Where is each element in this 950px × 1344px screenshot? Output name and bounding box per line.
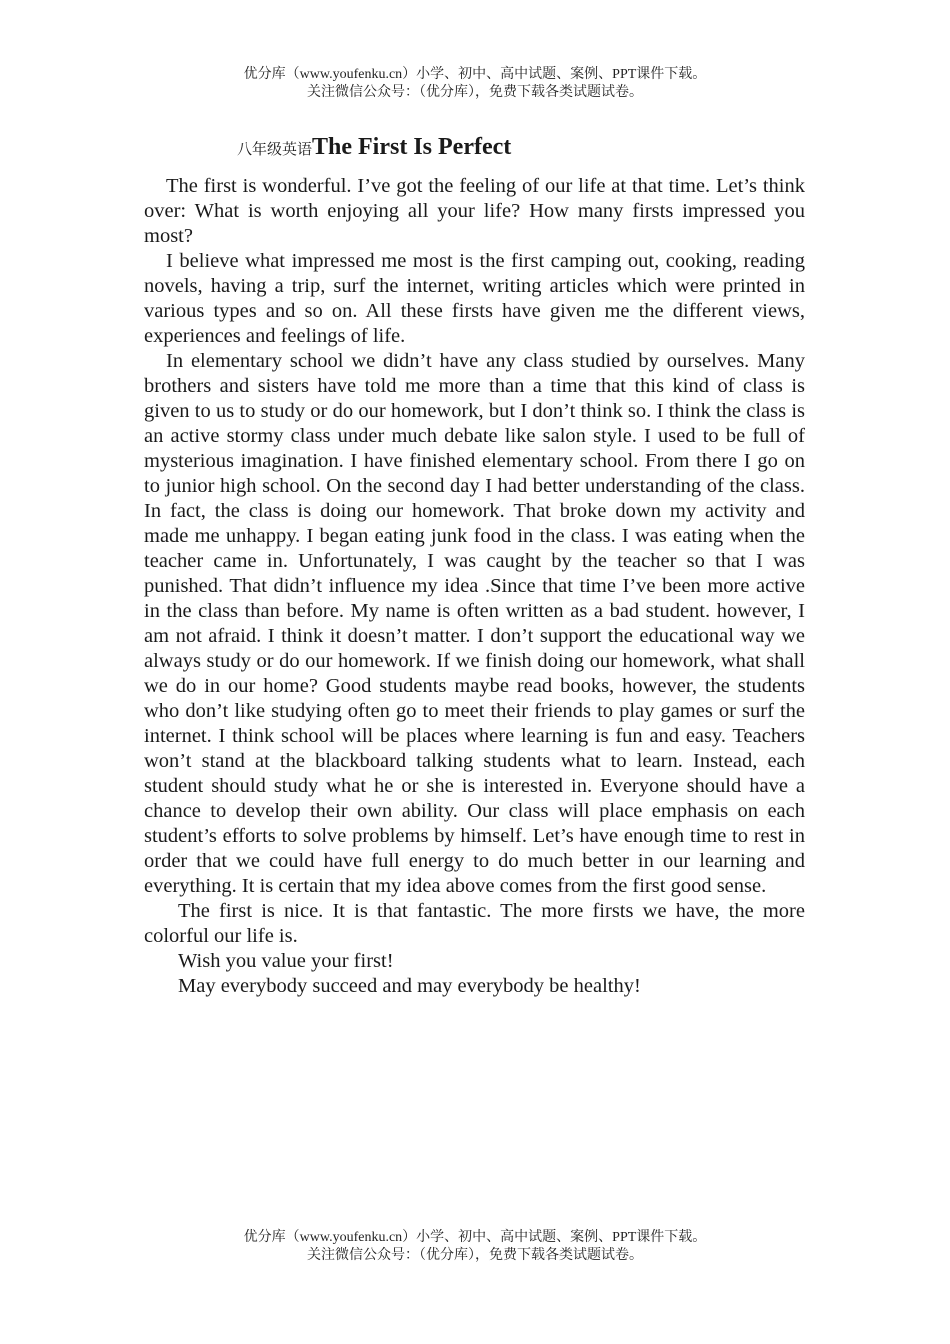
article-title	[237, 134, 511, 161]
header-line-2: 关注微信公众号：（优分库），免费下载各类试题试卷。	[307, 85, 643, 100]
paragraph-2: I believe what impressed me most is the first camping out, cooking, reading novels, having a trip, surf the internet, writing articles which were printed in various types and so on. All these firsts have given me the different views, experiences and feelings of life.	[144, 250, 805, 347]
paragraph-5: Wish you value your first!	[178, 950, 394, 972]
paragraph-6: May everybody succeed and may everybody be healthy!	[178, 975, 641, 997]
paragraph-4: The first is nice. It is that fantastic. The more firsts we have, the more colorful our life is.	[144, 900, 805, 947]
footer-line-2: 关注微信公众号：（优分库），免费下载各类试题试卷。	[307, 1248, 643, 1263]
article-body	[144, 174, 805, 999]
page-header	[0, 66, 950, 102]
footer-line-1: 优分库（www.youfenku.cn）小学、初中、高中试题、案例、PPT课件下载。	[243, 1230, 707, 1245]
paragraph-3: In elementary school we didn’t have any class studied by ourselves. Many brothers and sisters have told me more than a time that this kind of class is given to us to study or do our homework, but I don’t think so. I think the class is an active stormy class under much debate like salon style. I used to be full of mysterious imagination. I have finished elementary school. From there I go on to junior high school. On the second day I had better understanding of the class. In fact, the class is doing our homework. That broke down my activity and made me unhappy. I began eating junk food in the class. I was eating when the teacher came in. Unfortunately, I was caught by the teacher so that I was punished. That didn’t influence my idea .Since that time I’ve been more active in the class than before. My name is often written as a bad student. however, I am not afraid. I think it doesn’t matter. I don’t support the educational way we always study or do our homework. If we finish doing our homework, what shall we do in our home? Good students maybe read books, however, the students who don’t like studying often go to meet their friends to play games or surf the internet. I think school will be places where learning is fun and easy. Teachers won’t stand at the blackboard talking students what to learn. Instead, each student should study what he or she is interested in. Everyone should have a chance to develop their own ability. Our class will place emphasis on each student’s efforts to solve problems by himself. Let’s have enough time to rest in order that we could have full energy to do much better in our learning and everything. It is certain that my idea above comes from the first good sense.	[144, 350, 805, 897]
title-grade-prefix: 八年级英语	[237, 142, 313, 158]
title-text: The First Is Perfect	[312, 134, 512, 160]
page-footer	[0, 1229, 950, 1265]
header-line-1: 优分库（www.youfenku.cn）小学、初中、高中试题、案例、PPT课件下载。	[243, 67, 707, 82]
paragraph-1: The first is wonderful. I’ve got the feeling of our life at that time. Let’s think over: What is worth enjoying all your life? How many firsts impressed you most?	[144, 175, 805, 247]
